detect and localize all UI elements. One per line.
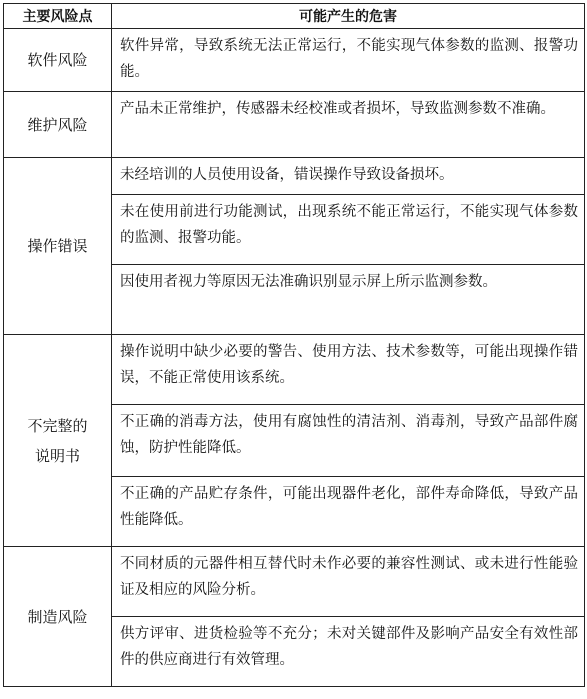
category-cell: 制造风险 (4, 547, 112, 687)
table-row (4, 158, 585, 195)
harm-cell: 因使用者视力等原因无法准确识别显示屏上所示监测参数。 (112, 265, 585, 335)
category-cell: 不完整的说明书 (4, 335, 112, 547)
table-row (4, 547, 585, 617)
table-row (4, 92, 585, 158)
risk-table (3, 3, 585, 687)
harm-cell: 未经培训的人员使用设备，错误操作导致设备损坏。 (112, 158, 585, 195)
category-cell: 软件风险 (4, 29, 112, 92)
category-cell: 维护风险 (4, 92, 112, 158)
header-harm: 可能产生的危害 (112, 4, 585, 29)
harm-cell: 不同材质的元器件相互替代时未作必要的兼容性测试、或未进行性能验证及相应的风险分析。 (112, 547, 585, 617)
header-category: 主要风险点 (4, 4, 112, 29)
table-row (4, 29, 585, 92)
harm-cell: 软件异常，导致系统无法正常运行，不能实现气体参数的监测、报警功能。 (112, 29, 585, 92)
harm-cell: 操作说明中缺少必要的警告、使用方法、技术参数等，可能出现操作错误，不能正常使用该系统。 (112, 335, 585, 405)
harm-cell: 未在使用前进行功能测试，出现系统不能正常运行，不能实现气体参数的监测、报警功能。 (112, 195, 585, 265)
harm-cell: 产品未正常维护，传感器未经校准或者损坏，导致监测参数不准确。 (112, 92, 585, 158)
category-cell: 操作错误 (4, 158, 112, 335)
header-row (4, 4, 585, 29)
harm-cell: 不正确的产品贮存条件，可能出现器件老化，部件寿命降低，导致产品性能降低。 (112, 477, 585, 547)
table-row (4, 335, 585, 405)
harm-cell: 供方评审、进货检验等不充分；未对关键部件及影响产品安全有效性部件的供应商进行有效管理。 (112, 617, 585, 687)
harm-cell: 不正确的消毒方法，使用有腐蚀性的清洁剂、消毒剂，导致产品部件腐蚀，防护性能降低。 (112, 405, 585, 477)
